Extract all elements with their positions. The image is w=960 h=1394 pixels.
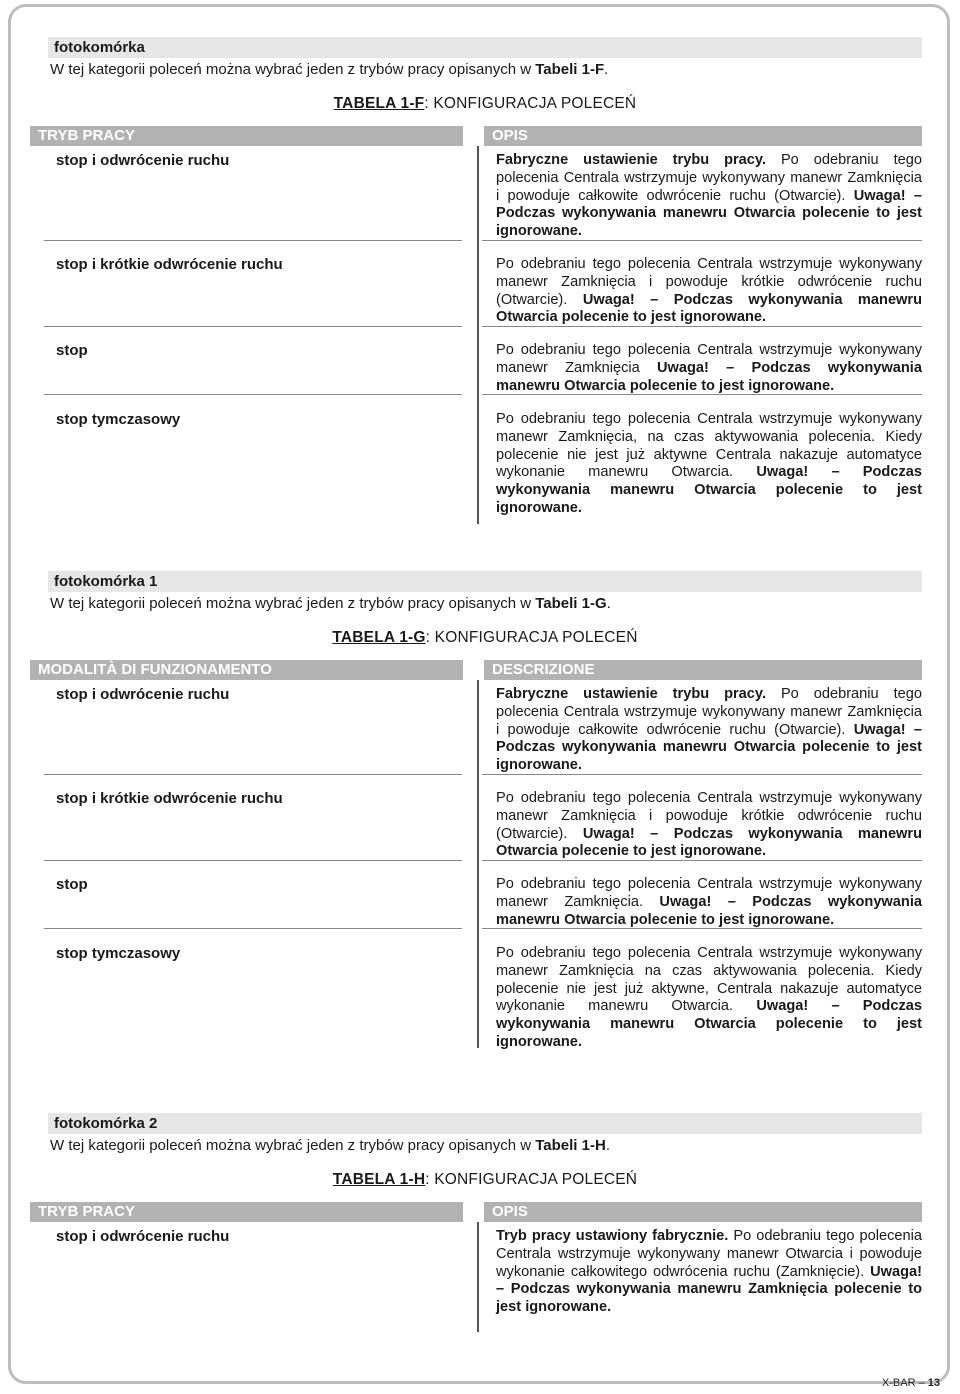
table-row: [48, 1228, 922, 1328]
section-intro: W tej kategorii poleceń można wybrać jeden z trybów pracy opisanych w Tabeli 1-F.: [50, 61, 609, 78]
table-title: TABELA 1-F: KONFIGURACJA POLECEŃ: [333, 95, 637, 112]
page-footer: [882, 1377, 940, 1389]
section-heading: fotokomórka 1: [48, 571, 922, 592]
section-fotokomorka: [38, 37, 923, 526]
row-separator: [44, 240, 462, 241]
config-table: [38, 126, 923, 526]
row-description: Po odebraniu tego polecenia Centrala wstrzymuje wykonywany manewr Zamknięcia na czas aktywowania polecenia. Kiedy polecenie nie jest już aktywne, Centrala nakazuje automatyce wykonanie manewru Otwarcia. Uwaga! – Podczas wykonywania manewru Otwarcia polecenie to jest ignorowane.: [496, 945, 922, 1050]
table-title: TABELA 1-G: KONFIGURACJA POLECEŃ: [332, 629, 638, 646]
row-description: Po odebraniu tego polecenia Centrala wstrzymuje wykonywany manewr Zamknięcia Uwaga! – Podczas wykonywania manewru Otwarcia polecenie to jest ignorowane.: [496, 342, 922, 394]
column-header-description: OPIS: [484, 126, 922, 146]
section-heading: fotokomórka: [48, 37, 922, 58]
row-separator: [482, 860, 922, 861]
row-separator: [482, 774, 922, 775]
row-mode: stop: [56, 876, 88, 893]
row-separator: [44, 394, 462, 395]
row-mode: stop i odwrócenie ruchu: [56, 1228, 230, 1245]
table-row: [48, 342, 922, 411]
config-table: [38, 660, 923, 1050]
row-description: Fabryczne ustawienie trybu pracy. Po odebraniu tego polecenia Centrala wstrzymuje wykonywany manewr Zamknięcia i powoduje całkowite odwrócenie ruchu (Otwarcie). Uwaga! – Podczas wykonywania manewru Otwarcia polecenie to jest ignorowane.: [496, 152, 922, 240]
row-separator: [482, 240, 922, 241]
row-mode: stop: [56, 342, 88, 359]
row-separator: [44, 860, 462, 861]
table-row: [48, 876, 922, 945]
row-mode: stop i krótkie odwrócenie ruchu: [56, 790, 283, 807]
row-separator: [44, 928, 462, 929]
row-mode: stop i odwrócenie ruchu: [56, 686, 230, 703]
row-description: Tryb pracy ustawiony fabrycznie. Po odebraniu tego polecenia Centrala wstrzymuje wykonywany manewr Otwarcia i powoduje wykonanie całkowitego odwrócenia ruchu (Zamknięcie). Uwaga! – Podczas wykonywania manewru Zamknięcia polecenie to jest ignorowane.: [496, 1228, 922, 1316]
section-heading: fotokomórka 2: [48, 1113, 922, 1134]
row-mode: stop tymczasowy: [56, 945, 181, 962]
row-separator: [482, 928, 922, 929]
row-description: Fabryczne ustawienie trybu pracy. Po odebraniu tego polecenia Centrala wstrzymuje wykonywany manewr Zamknięcia i powoduje całkowite odwrócenie ruchu (Otwarcie). Uwaga! – Podczas wykonywania manewru Otwarcia polecenie to jest ignorowane.: [496, 686, 922, 774]
row-separator: [482, 394, 922, 395]
row-separator: [44, 774, 462, 775]
section-intro: W tej kategorii poleceń można wybrać jeden z trybów pracy opisanych w Tabeli 1-H.: [50, 1137, 610, 1154]
page-number: 13: [927, 1377, 940, 1389]
table-row: [48, 790, 922, 876]
column-header-mode: TRYB PRACY: [30, 126, 463, 146]
row-separator: [482, 326, 922, 327]
table-row: [48, 411, 922, 516]
table-title: TABELA 1-H: KONFIGURACJA POLECEŃ: [332, 1171, 638, 1188]
column-header-description: OPIS: [484, 1202, 922, 1222]
row-separator: [44, 326, 462, 327]
row-mode: stop i odwrócenie ruchu: [56, 152, 230, 169]
section-fotokomorka-2: [38, 1113, 922, 1332]
row-mode: stop tymczasowy: [56, 411, 181, 428]
column-header-mode: MODALITÀ DI FUNZIONAMENTO: [30, 660, 463, 680]
column-header-mode: TRYB PRACY: [30, 1202, 463, 1222]
row-description: Po odebraniu tego polecenia Centrala wstrzymuje wykonywany manewr Zamknięcia, na czas aktywowania polecenia. Kiedy polecenie nie jest już aktywne Centrala nakazuje automatyce wykonanie manewru Otwarcia. Uwaga! – Podczas wykonywania manewru Otwarcia polecenie to jest ignorowane.: [496, 411, 922, 516]
row-description: Po odebraniu tego polecenia Centrala wstrzymuje wykonywany manewr Zamknięcia. Uwaga! – Podczas wykonywania manewru Otwarcia polecenie to jest ignorowane.: [496, 876, 922, 928]
config-table: [38, 1202, 922, 1332]
table-row: [48, 256, 922, 342]
table-row: [48, 945, 922, 1050]
row-description: Po odebraniu tego polecenia Centrala wstrzymuje wykonywany manewr Zamknięcia i powoduje krótkie odwrócenie ruchu (Otwarcie). Uwaga! – Podczas wykonywania manewru Otwarcia polecenie to jest ignorowane.: [496, 256, 923, 326]
product-name: X-BAR –: [881, 1377, 928, 1389]
column-header-description: DESCRIZIONE: [484, 660, 922, 680]
section-fotokomorka-1: [38, 571, 923, 1050]
section-intro: W tej kategorii poleceń można wybrać jeden z trybów pracy opisanych w Tabeli 1-G.: [50, 595, 611, 612]
row-mode: stop i krótkie odwrócenie ruchu: [56, 256, 283, 273]
row-description: Po odebraniu tego polecenia Centrala wstrzymuje wykonywany manewr Zamknięcia i powoduje krótkie odwrócenie ruchu (Otwarcie). Uwaga! – Podczas wykonywania manewru Otwarcia polecenie to jest ignorowane.: [496, 790, 923, 860]
